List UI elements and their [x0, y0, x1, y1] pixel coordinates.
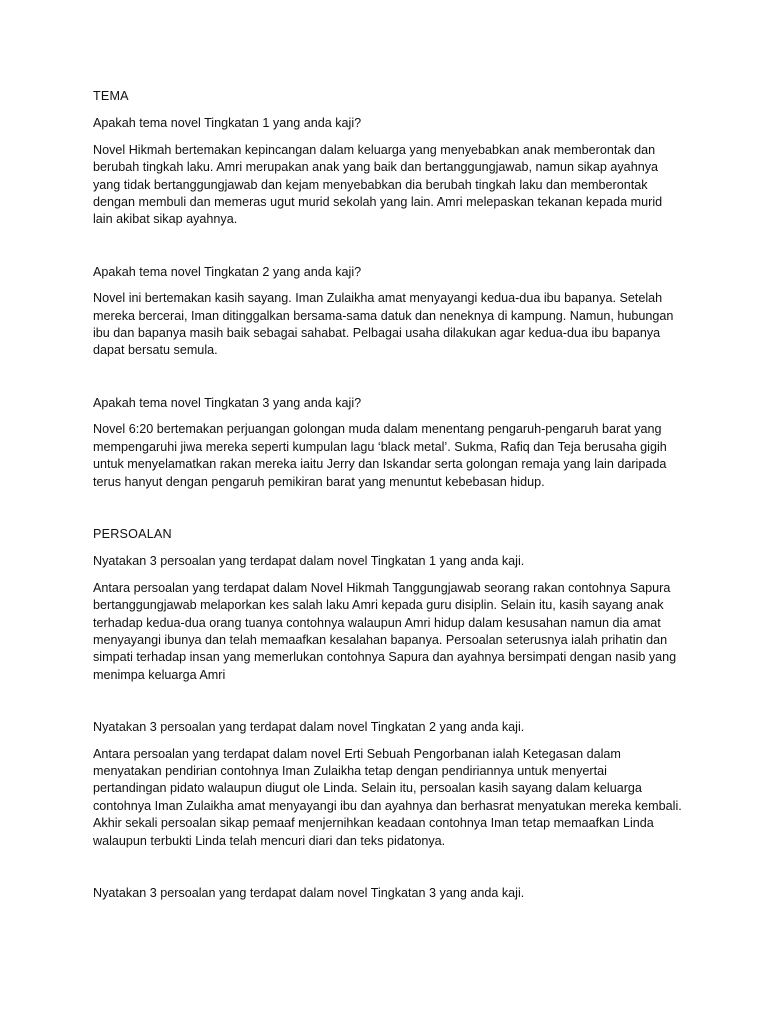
- question-persoalan-3: Nyatakan 3 persoalan yang terdapat dalam novel Tingkatan 3 yang anda kaji.: [93, 886, 525, 900]
- question-tema-2: Apakah tema novel Tingkatan 2 yang anda kaji?: [93, 264, 362, 279]
- section-heading-tema: TEMA: [93, 89, 129, 103]
- answer-persoalan-1: Antara persoalan yang terdapat dalam Novel Hikmah Tanggungjawab seorang rakan contohnya Sapura bertanggungjawab melaporkan kes salah laku Amri kepada guru disiplin. Selain itu, kasih sayang anak terhadap kedua-dua orang tuanya contohnya walaupun Amri hidup dalam kesusahan namun dia amat menyayangi ibunya dan telah memaafkan kesalahan bapanya. Persoalan seterusnya ialah prihatin dan simpati terhadap insan yang memerlukan contohnya Sapura dan ayahnya bersimpati dengan nasib yang menimpa keluarga Amri: [93, 580, 677, 682]
- answer-tema-3: Novel 6:20 bertemakan perjuangan golongan muda dalam menentang pengaruh-pengaruh barat yang mempengaruhi jiwa mereka seperti kumpulan lagu ‘black metal’. Sukma, Rafiq dan Teja berusaha gigih untuk menyelamatkan rakan mereka iaitu Jerry dan Iskandar serta golongan remaja yang lain daripada terus hanyut dengan pengaruh pemikiran barat yang menuntut kebebasan hidup.: [93, 422, 667, 489]
- question-tema-3: Apakah tema novel Tingkatan 3 yang anda kaji?: [93, 395, 362, 410]
- answer-tema-2: Novel ini bertemakan kasih sayang. Iman Zulaikha amat menyayangi kedua-dua ibu bapanya. Setelah mereka bercerai, Iman ditinggalkan bersama-sama datuk dan neneknya di kampung. Namun, hubungan ibu dan bapanya masih baik sebagai sahabat. Pelbagai usaha dilakukan agar kedua-dua ibu bapanya dapat bersatu semula.: [93, 291, 674, 358]
- answer-persoalan-2: Antara persoalan yang terdapat dalam novel Erti Sebuah Pengorbanan ialah Ketegasan dalam menyatakan pendirian contohnya Iman Zulaikha tetap dengan pendiriannya untuk menyertai pertandingan pidato walaupun diugut ole Linda. Selain itu, persoalan kasih sayang dalam keluarga contohnya Iman Zulaikha amat menyayangi ibu dan ayahnya dan berhasrat menyatukan mereka kembali. Akhir sekali persoalan sikap pemaaf menjernihkan keadaan contohnya Iman tetap memaafkan Linda walaupun terbukti Linda telah mencuri diari dan teks pidatonya.: [93, 746, 682, 848]
- section-heading-persoalan: PERSOALAN: [93, 526, 172, 541]
- question-persoalan-1: Nyatakan 3 persoalan yang terdapat dalam novel Tingkatan 1 yang anda kaji.: [93, 554, 525, 569]
- question-persoalan-2: Nyatakan 3 persoalan yang terdapat dalam novel Tingkatan 2 yang anda kaji.: [93, 720, 525, 735]
- document-page: [93, 88, 683, 911]
- question-tema-1: Apakah tema novel Tingkatan 1 yang anda kaji?: [93, 116, 362, 131]
- answer-tema-1: Novel Hikmah bertemakan kepincangan dalam keluarga yang menyebabkan anak memberontak dan berubah tingkah laku. Amri merupakan anak yang baik dan bertanggungjawab, namun sikap ayahnya yang tidak bertanggungjawab dan kejam menyebabkan dia berubah tingkah laku dan memberontak dengan membuli dan memeras ugut murid sekolah yang lain. Amri melepaskan tekanan kepada murid lain akibat sikap ayahnya.: [93, 142, 663, 227]
